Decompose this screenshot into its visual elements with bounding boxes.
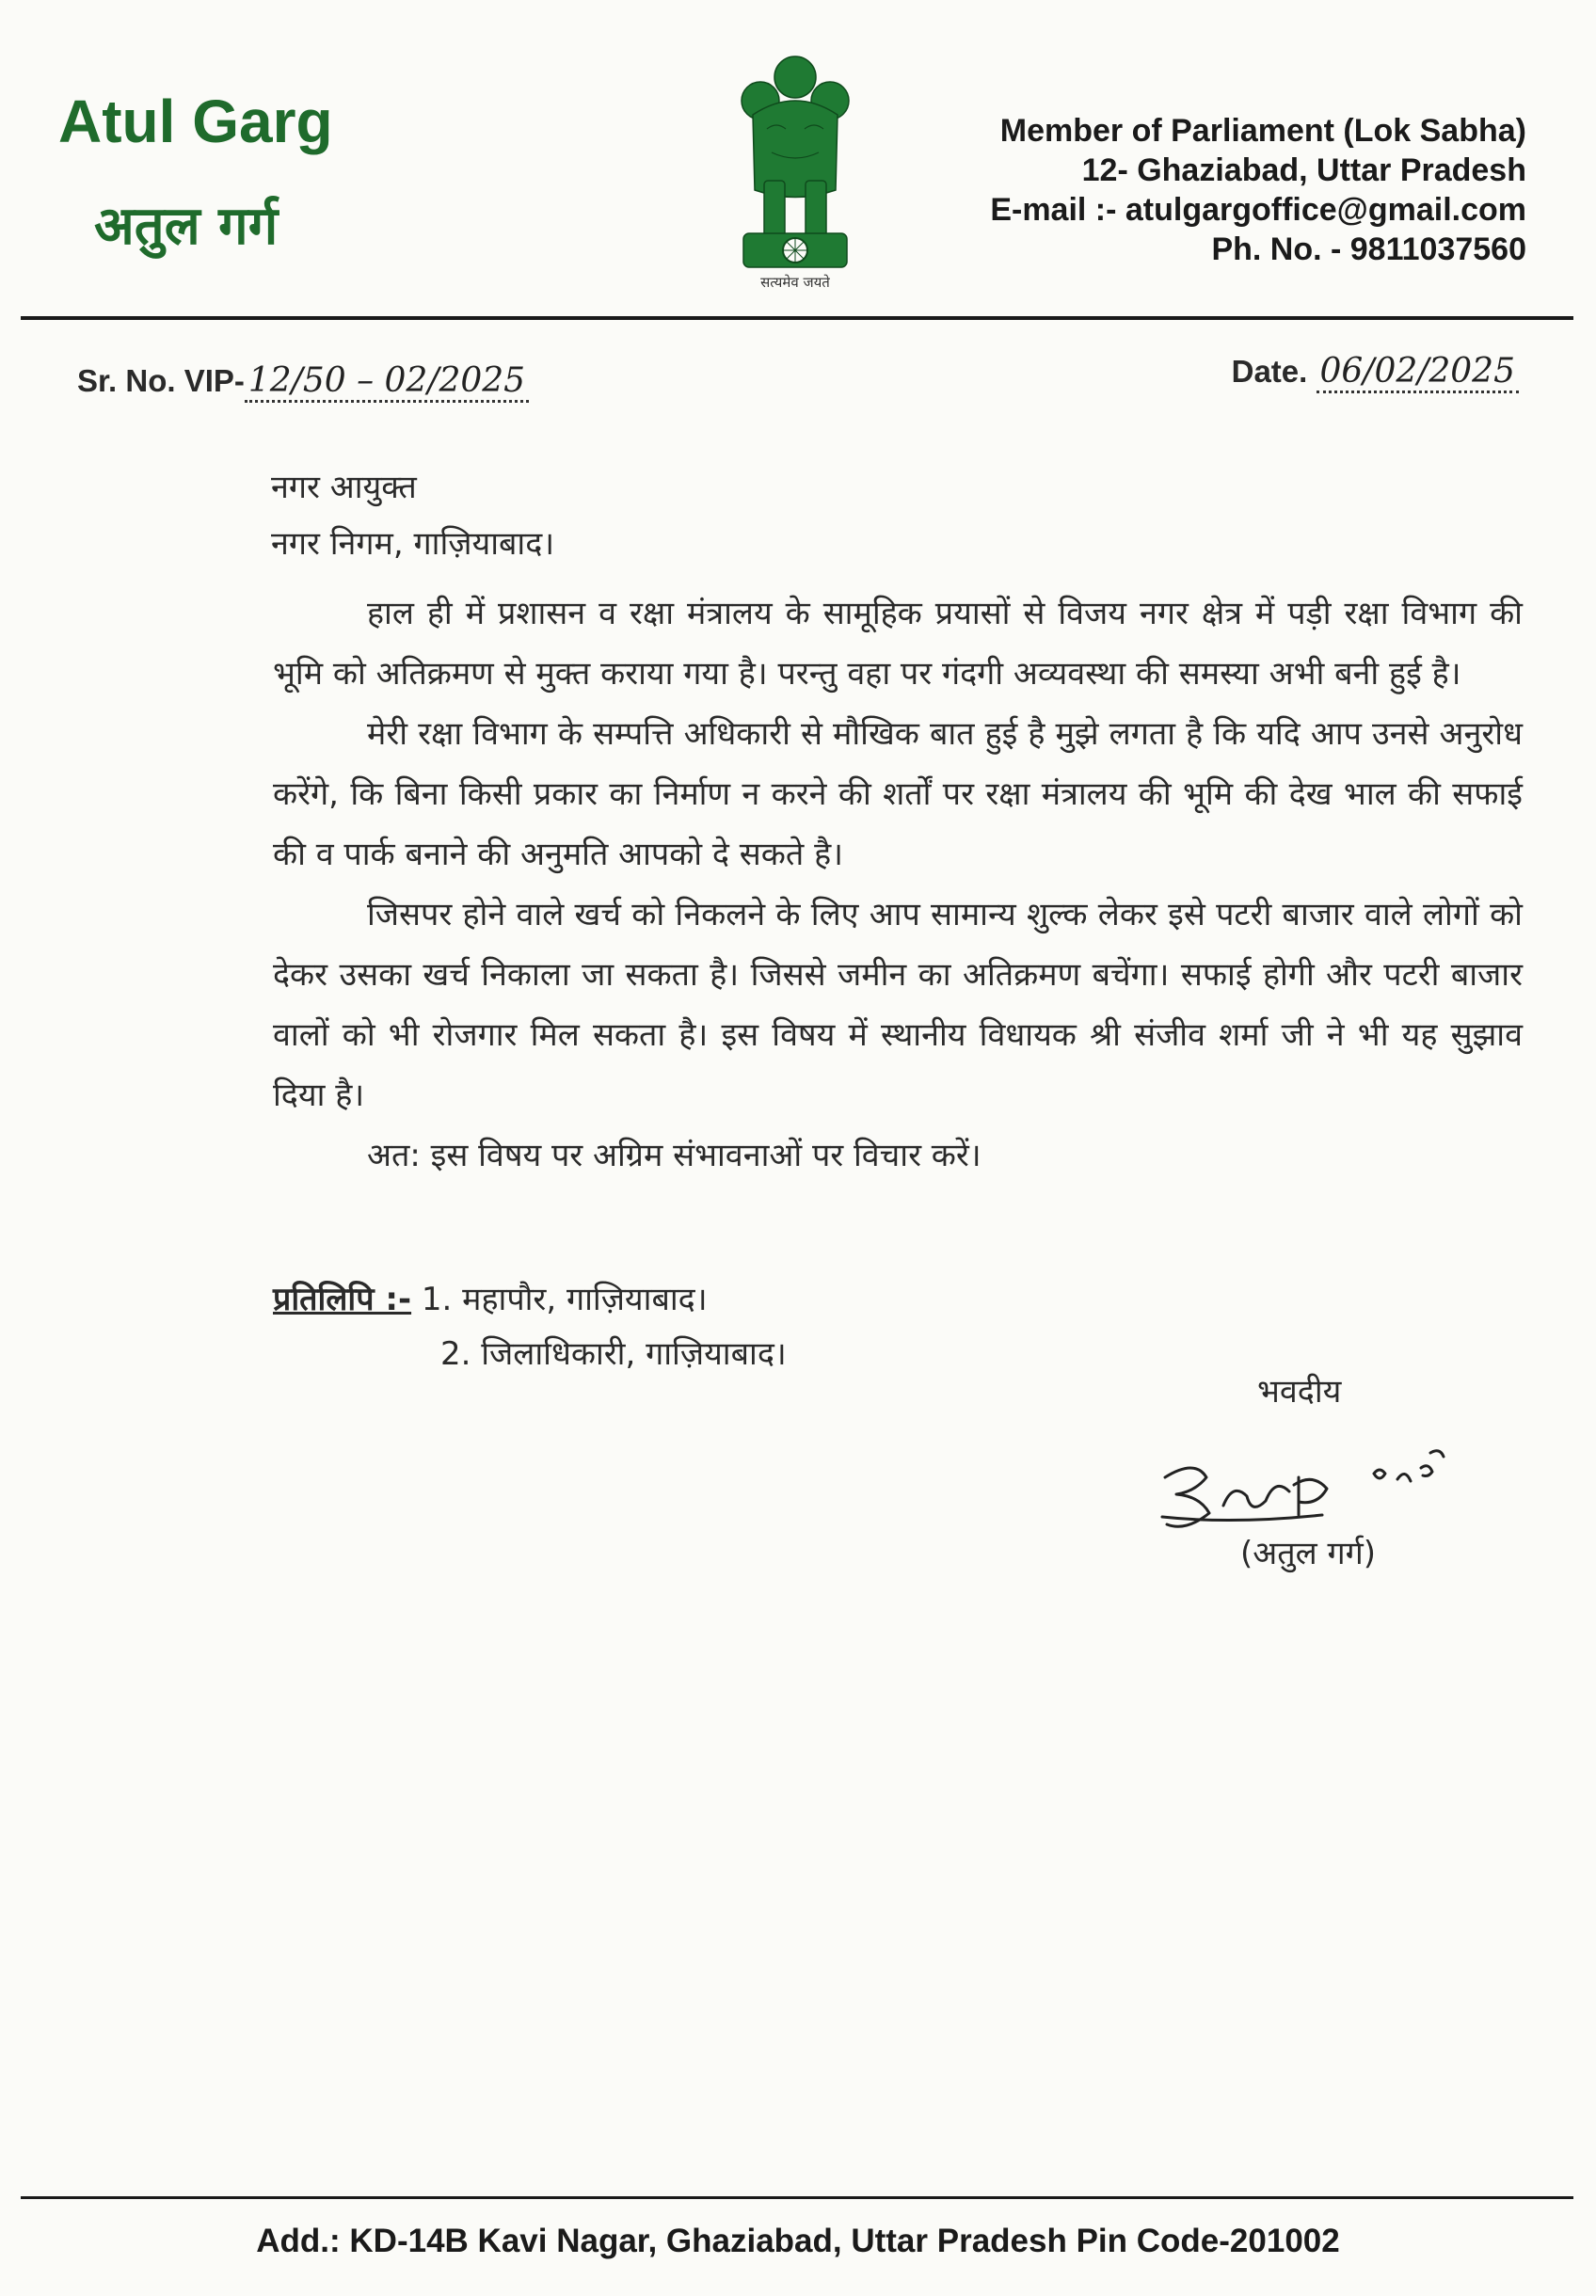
designation: Member of Parliament (Lok Sabha) [999, 113, 1526, 149]
sender-name-hindi: अतुल गर्ग [94, 196, 279, 257]
body-paragraph-1: हाल ही में प्रशासन व रक्षा मंत्रालय के सामूहिक प्रयासों से विजय नगर क्षेत्र में पड़ी रक्षा विभाग की भूमि को अतिक्रमण से मुक्त कराया गया है। परन्तु वहा पर गंदगी अव्यवस्था की समस्या अभी बनी हुई है। [273, 595, 1523, 693]
sender-name-english: Atul Garg [58, 88, 333, 155]
closing-salutation: भवदीय [1257, 1373, 1342, 1411]
email: E-mail :- atulgargoffice@gmail.com [990, 192, 1526, 228]
signatory-name: (अतुल गर्ग) [1240, 1535, 1377, 1572]
copy-to-item-2: 2. जिलाधिकारी, गाज़ियाबाद। [440, 1335, 787, 1373]
letter-body [273, 583, 1523, 1186]
addressee-line-1: नगर आयुक्त [271, 469, 417, 506]
phone: Ph. No. - 9811037560 [1211, 231, 1526, 267]
copy-to-item-1: 1. महापौर, गाज़ियाबाद। [421, 1281, 708, 1318]
body-paragraph-4: अत: इस विषय पर अग्रिम संभावनाओं पर विचार करें। [367, 1137, 982, 1174]
date-value: 06/02/2025 [1317, 352, 1520, 393]
serial-value: 12/50 – 02/2025 [245, 361, 529, 403]
emblem-motto: सत्यमेव जयते [760, 274, 830, 291]
serial-label: Sr. No. VIP- [77, 363, 245, 398]
copy-to-list [273, 1272, 787, 1381]
footer-divider [21, 2196, 1573, 2199]
handwritten-signature [1157, 1440, 1468, 1543]
letter-date [1232, 352, 1519, 391]
header-divider [21, 316, 1573, 320]
footer-address: Add.: KD-14B Kavi Nagar, Ghaziabad, Uttar Pradesh Pin Code-201002 [256, 2223, 1340, 2259]
serial-number [77, 361, 529, 400]
body-paragraph-3: जिसपर होने वाले खर्च को निकलने के लिए आप सामान्य शुल्क लेकर इसे पटरी बाजार वाले लोगों को देकर उसका खर्च निकाला जा सकता है। जिससे जमीन का अतिक्रमण बचेंगा। सफाई होगी और पटरी बाजार वालों को भी रोजगार मिल सकता है। इस विषय में स्थानीय विधायक श्री संजीव शर्मा जी ने भी यह सुझाव दिया है। [273, 896, 1523, 1114]
body-paragraph-2: मेरी रक्षा विभाग के सम्पत्ति अधिकारी से मौखिक बात हुई है मुझे लगता है कि यदि आप उनसे अनुरोध करेंगे, कि बिना किसी प्रकार का निर्माण न करने की शर्तों पर रक्षा मंत्रालय की भूमि की देख भाल की सफाई की व पार्क बनाने की अनुमति आपको दे सकते है। [273, 715, 1523, 873]
letterhead-contact-block [868, 111, 1526, 269]
reference-row [77, 348, 1519, 400]
addressee-line-2: नगर निगम, गाज़ियाबाद। [271, 525, 555, 563]
date-label: Date. [1231, 354, 1308, 389]
national-emblem-icon [715, 49, 875, 303]
copy-to-label: प्रतिलिपि :- [273, 1281, 412, 1318]
addressee [271, 459, 554, 572]
constituency: 12- Ghaziabad, Uttar Pradesh [1081, 152, 1526, 188]
